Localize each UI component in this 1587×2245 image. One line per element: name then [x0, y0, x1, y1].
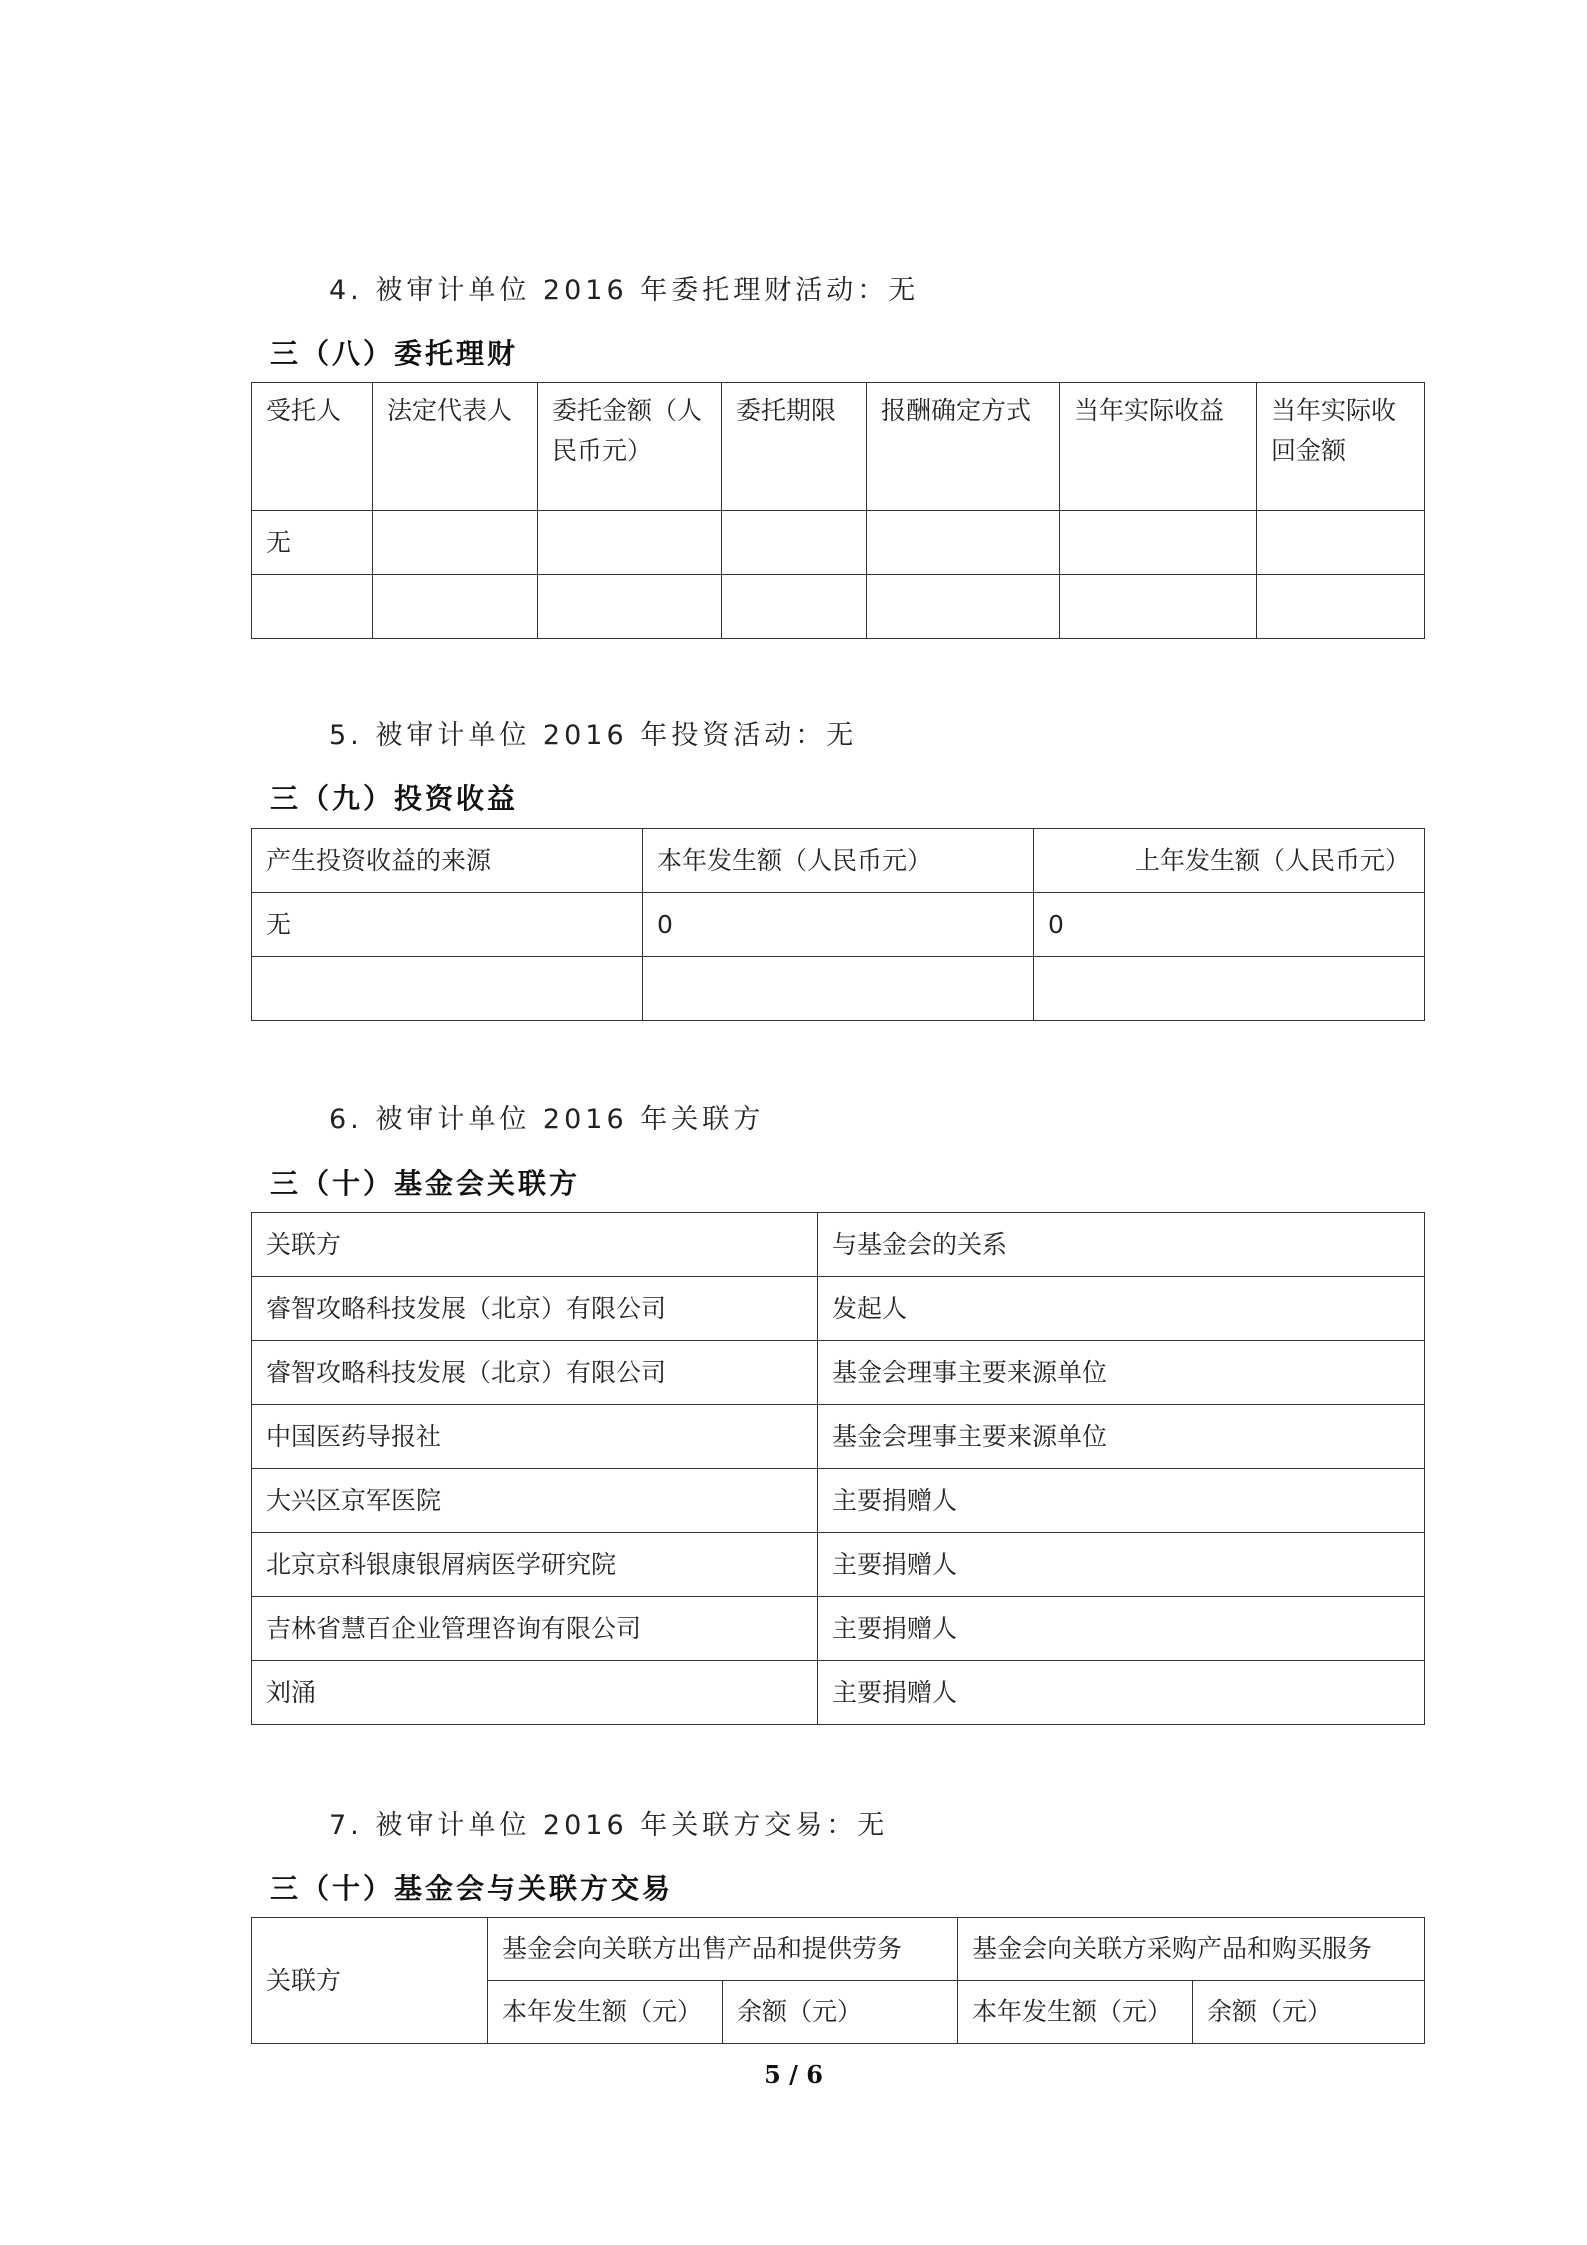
table-row	[252, 1341, 1425, 1405]
table-cell	[1060, 511, 1257, 575]
table-cell	[1060, 575, 1257, 639]
table-row	[252, 1533, 1425, 1597]
table-cell	[252, 957, 643, 1021]
table-row	[252, 1405, 1425, 1469]
header-cell: 产生投资收益的来源	[252, 829, 643, 893]
section7-heading: 三（十）基金会与关联方交易	[270, 1872, 674, 1905]
related-party-transactions-table	[251, 1917, 1425, 2044]
table-cell	[643, 957, 1034, 1021]
table-header-row	[252, 383, 1425, 511]
table-cell: 刘涌	[252, 1661, 818, 1725]
table-cell	[373, 511, 538, 575]
header-cell: 当年实际收益	[1060, 383, 1257, 511]
table-row	[252, 575, 1425, 639]
table-row	[252, 893, 1425, 957]
table-cell: 睿智攻略科技发展（北京）有限公司	[252, 1341, 818, 1405]
section4-heading: 三（八）委托理财	[270, 337, 519, 370]
header-cell: 法定代表人	[373, 383, 538, 511]
table-cell: 中国医药导报社	[252, 1405, 818, 1469]
header-cell: 报酬确定方式	[867, 383, 1060, 511]
table-cell	[722, 575, 867, 639]
header-cell: 余额（元）	[1193, 1981, 1425, 2044]
table-cell	[1034, 957, 1425, 1021]
table-row	[252, 511, 1425, 575]
header-cell: 当年实际收回金额	[1257, 383, 1425, 511]
table-cell	[1257, 575, 1425, 639]
section7-paragraph: 7. 被审计单位 2016 年关联方交易：无	[329, 1810, 889, 1841]
header-cell: 关联方	[252, 1918, 488, 2044]
related-parties-table	[251, 1212, 1425, 1725]
table-header-row	[252, 829, 1425, 893]
table-row	[252, 957, 1425, 1021]
table-cell: 0	[1034, 893, 1425, 957]
table-cell: 主要捐赠人	[818, 1469, 1425, 1533]
table-cell	[867, 575, 1060, 639]
table-cell: 无	[252, 511, 373, 575]
table-cell	[373, 575, 538, 639]
table-cell	[867, 511, 1060, 575]
table-cell	[538, 511, 722, 575]
header-cell: 本年发生额（元）	[958, 1981, 1193, 2044]
table-cell	[252, 575, 373, 639]
table-row	[252, 1277, 1425, 1341]
section6-heading: 三（十）基金会关联方	[270, 1167, 581, 1200]
header-cell: 本年发生额（人民币元）	[643, 829, 1034, 893]
section4-paragraph: 4. 被审计单位 2016 年委托理财活动：无	[329, 275, 920, 306]
table-header-row	[252, 1213, 1425, 1277]
table-header-row	[252, 1918, 1425, 1981]
header-cell: 余额（元）	[723, 1981, 958, 2044]
table-cell: 发起人	[818, 1277, 1425, 1341]
header-cell: 委托金额（人民币元）	[538, 383, 722, 511]
section6-paragraph: 6. 被审计单位 2016 年关联方	[329, 1104, 765, 1135]
table-cell	[1257, 511, 1425, 575]
table-cell: 0	[643, 893, 1034, 957]
table-cell: 主要捐赠人	[818, 1533, 1425, 1597]
header-cell: 受托人	[252, 383, 373, 511]
table-row	[252, 1661, 1425, 1725]
table-cell	[722, 511, 867, 575]
header-cell: 上年发生额（人民币元）	[1034, 829, 1425, 893]
header-cell: 本年发生额（元）	[488, 1981, 723, 2044]
page-number: 5 / 6	[764, 2060, 823, 2089]
table-cell: 吉林省慧百企业管理咨询有限公司	[252, 1597, 818, 1661]
section5-heading: 三（九）投资收益	[270, 782, 519, 815]
table-cell	[538, 575, 722, 639]
table-cell: 无	[252, 893, 643, 957]
section5-paragraph: 5. 被审计单位 2016 年投资活动：无	[329, 720, 858, 751]
entrusted-finance-table	[251, 382, 1425, 639]
table-row	[252, 1597, 1425, 1661]
table-cell: 主要捐赠人	[818, 1597, 1425, 1661]
table-row	[252, 1469, 1425, 1533]
table-cell: 睿智攻略科技发展（北京）有限公司	[252, 1277, 818, 1341]
header-group-cell: 基金会向关联方采购产品和购买服务	[958, 1918, 1425, 1981]
table-cell: 大兴区京军医院	[252, 1469, 818, 1533]
header-cell: 委托期限	[722, 383, 867, 511]
table-cell: 基金会理事主要来源单位	[818, 1341, 1425, 1405]
table-cell: 北京京科银康银屑病医学研究院	[252, 1533, 818, 1597]
header-cell: 关联方	[252, 1213, 818, 1277]
header-group-cell: 基金会向关联方出售产品和提供劳务	[488, 1918, 958, 1981]
investment-income-table	[251, 828, 1425, 1021]
table-cell: 基金会理事主要来源单位	[818, 1405, 1425, 1469]
header-cell: 与基金会的关系	[818, 1213, 1425, 1277]
table-cell: 主要捐赠人	[818, 1661, 1425, 1725]
